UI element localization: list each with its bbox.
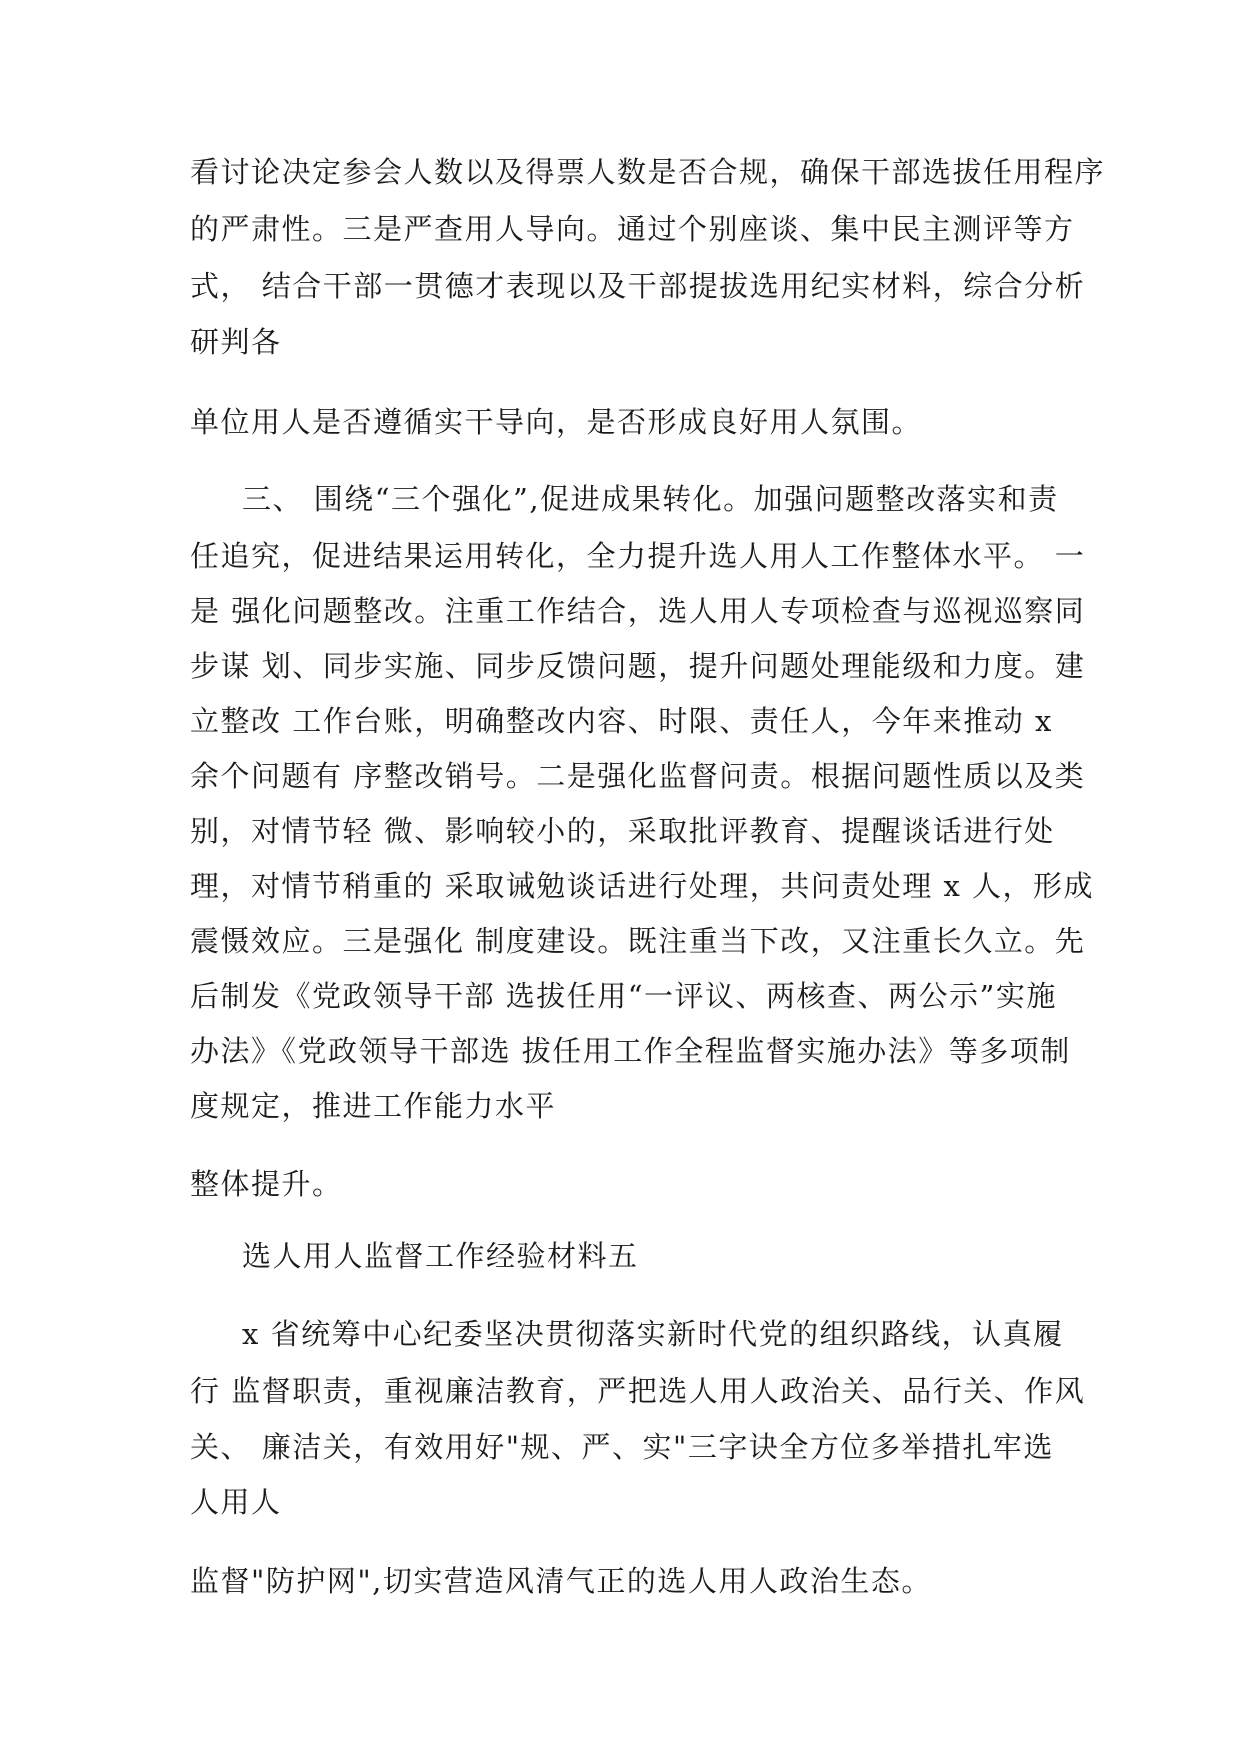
body-text-line: 办法》《党政领导干部选 拔任用工作全程监督实施办法》等多项制 — [190, 1034, 1071, 1068]
section-heading-three: 三、 围绕“三个强化”,促进成果转化。加强问题整改落实和责 — [242, 482, 1059, 516]
body-text-line: 整体提升。 — [190, 1167, 343, 1201]
body-text-line: 别，对情节轻 微、影响较小的，采取批评教育、提醒谈话进行处 — [190, 814, 1055, 848]
body-text-line: 式， 结合干部一贯德才表现以及干部提拔选用纪实材料，综合分析 — [190, 269, 1086, 303]
body-text-line: 是 强化问题整改。注重工作结合，选人用人专项检查与巡视巡察同 — [190, 594, 1086, 628]
body-text-line: 理，对情节稍重的 采取诫勉谈话进行处理，共问责处理 x 人，形成 — [190, 869, 1095, 903]
body-text-line: 后制发《党政领导干部 选拔任用“一评议、两核查、两公示”实施 — [190, 979, 1057, 1013]
body-text-line: 监督"防护网",切实营造风清气正的选人用人政治生态。 — [190, 1564, 932, 1598]
body-text-line: 立整改 工作台账，明确整改内容、时限、责任人，今年来推动 x — [190, 704, 1053, 738]
body-text-line: 关、 廉洁关，有效用好"规、严、实"三字诀全方位多举措扎牢选 — [190, 1430, 1054, 1464]
body-text-line: 步谋 划、同步实施、同步反馈问题，提升问题处理能级和力度。建 — [190, 649, 1086, 683]
body-text-line: 研判各 — [190, 325, 282, 359]
body-text-line: 的严肃性。三是严查用人导向。通过个别座谈、集中民主测评等方 — [190, 212, 1075, 246]
body-text-line: 行 监督职责，重视廉洁教育，严把选人用人政治关、品行关、作风 — [190, 1374, 1086, 1408]
body-text-line: 震慑效应。三是强化 制度建设。既注重当下改，又注重长久立。先 — [190, 924, 1086, 958]
body-text-line: 度规定，推进工作能力水平 — [190, 1089, 557, 1123]
body-text-line: 看讨论决定参会人数以及得票人数是否合规，确保干部选拔任用程序 — [190, 155, 1106, 189]
body-text-line: 单位用人是否遵循实干导向，是否形成良好用人氛围。 — [190, 405, 923, 439]
body-text-line: x 省统筹中心纪委坚决贯彻落实新时代党的组织路线，认真履 — [242, 1317, 1064, 1351]
body-text-line: 余个问题有 序整改销号。二是强化监督问责。根据问题性质以及类 — [190, 759, 1086, 793]
material-title: 选人用人监督工作经验材料五 — [242, 1239, 639, 1273]
body-text-line: 任追究，促进结果运用转化，全力提升选人用人工作整体水平。 一 — [190, 539, 1086, 573]
body-text-line: 人用人 — [190, 1485, 282, 1519]
